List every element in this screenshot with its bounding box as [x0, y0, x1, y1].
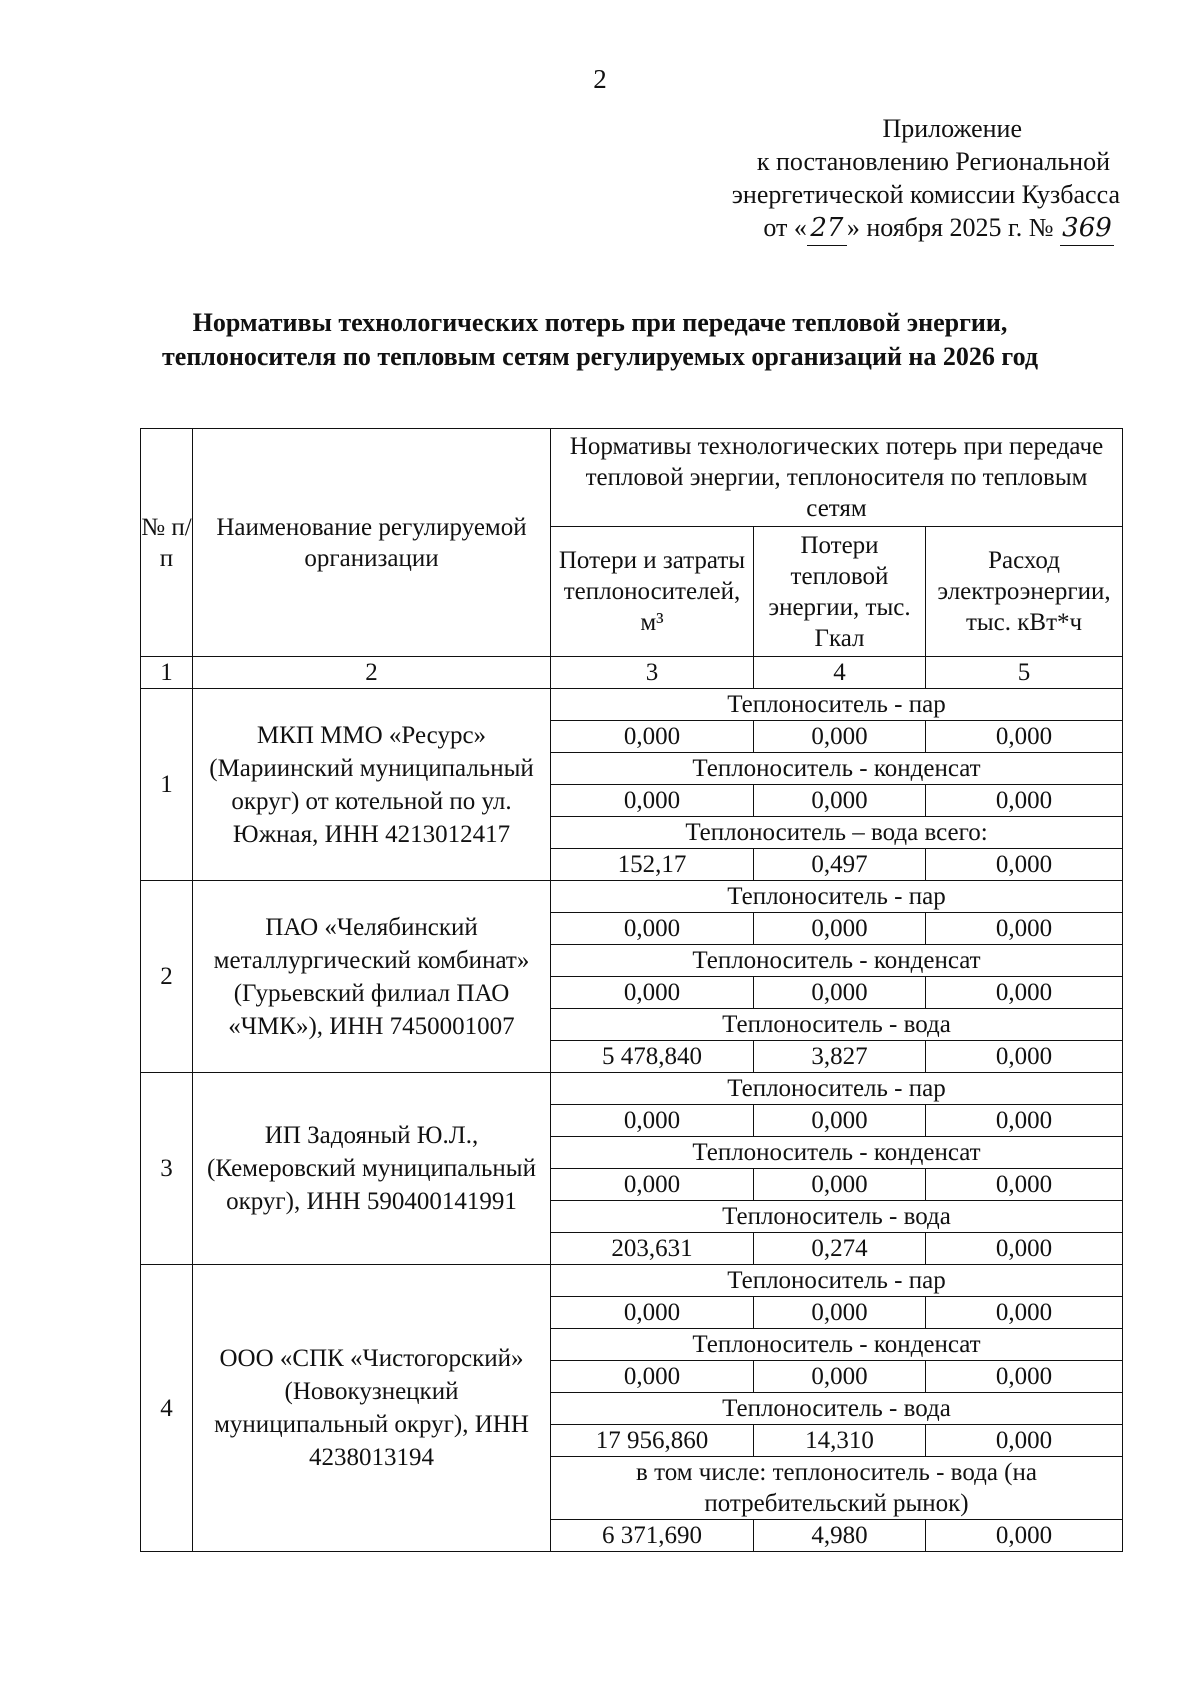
row-number: 4 [141, 1265, 193, 1552]
coolant-section-label: Теплоноситель - пар [551, 1265, 1123, 1297]
norms-table-body [141, 429, 1123, 1552]
title-line-2: теплоносителя по тепловым сетям регулируемых организаций на 2026 год [162, 342, 1038, 371]
header-group: Нормативы технологических потерь при передаче тепловой энергии, теплоносителя по тепловым сетям [551, 429, 1123, 527]
header-num: № п/п [141, 429, 193, 657]
electricity-value: 0,000 [926, 849, 1123, 881]
handwritten-day: 27 [807, 212, 847, 246]
electricity-value: 0,000 [926, 721, 1123, 753]
electricity-value: 0,000 [926, 1425, 1123, 1457]
section-header-row [141, 1073, 1123, 1105]
coolant-section-label: Теплоноситель - конденсат [551, 1137, 1123, 1169]
heat-loss-value: 0,274 [754, 1233, 926, 1265]
organization-name: МКП ММО «Ресурс» (Мариинский муниципальный округ) от котельной по ул. Южная, ИНН 4213012417 [193, 689, 551, 881]
coolant-loss-value: 0,000 [551, 1169, 754, 1201]
column-index: 5 [926, 657, 1123, 689]
heat-loss-value: 3,827 [754, 1041, 926, 1073]
coolant-loss-value: 0,000 [551, 785, 754, 817]
heat-loss-value: 0,000 [754, 785, 926, 817]
column-index: 3 [551, 657, 754, 689]
row-number: 1 [141, 689, 193, 881]
title-line-1: Нормативы технологических потерь при передаче тепловой энергии, [192, 308, 1008, 337]
heat-loss-value: 0,000 [754, 913, 926, 945]
date-middle: » ноября 2025 г. № [846, 213, 1054, 242]
electricity-value: 0,000 [926, 1520, 1123, 1552]
section-header-row [141, 881, 1123, 913]
approval-block [640, 112, 1120, 246]
header-col4: Потери тепловой энергии, тыс. Гкал [754, 527, 926, 657]
electricity-value: 0,000 [926, 913, 1123, 945]
header-row-top [141, 429, 1123, 527]
header-name: Наименование регулируемой организации [193, 429, 551, 657]
coolant-section-label: в том числе: теплоноситель - вода (на потребительский рынок) [551, 1457, 1123, 1520]
organization-name: ПАО «Челябинский металлургический комбинат» (Гурьевский филиал ПАО «ЧМК»), ИНН 7450001007 [193, 881, 551, 1073]
row-number: 2 [141, 881, 193, 1073]
heat-loss-value: 0,000 [754, 977, 926, 1009]
coolant-section-label: Теплоноситель - конденсат [551, 1329, 1123, 1361]
heat-loss-value: 0,000 [754, 721, 926, 753]
date-prefix: от « [763, 213, 807, 242]
page-number: 2 [593, 64, 607, 94]
approval-line-2: к постановлению Региональной [756, 147, 1110, 176]
coolant-section-label: Теплоноситель - конденсат [551, 753, 1123, 785]
electricity-value: 0,000 [926, 1233, 1123, 1265]
organization-name: ИП Задояный Ю.Л., (Кемеровский муниципальный округ), ИНН 590400141991 [193, 1073, 551, 1265]
heat-loss-value: 0,000 [754, 1105, 926, 1137]
document-title [60, 306, 1140, 374]
coolant-loss-value: 0,000 [551, 977, 754, 1009]
approval-line-1: Приложение [882, 114, 1022, 143]
coolant-loss-value: 0,000 [551, 721, 754, 753]
coolant-loss-value: 0,000 [551, 1105, 754, 1137]
section-header-row [141, 689, 1123, 721]
column-index: 4 [754, 657, 926, 689]
coolant-loss-value: 0,000 [551, 913, 754, 945]
electricity-value: 0,000 [926, 1105, 1123, 1137]
coolant-loss-value: 0,000 [551, 1297, 754, 1329]
header-col3: Потери и затраты теплоносителей, м³ [551, 527, 754, 657]
handwritten-number: 369 [1060, 212, 1114, 246]
coolant-section-label: Теплоноситель - вода [551, 1201, 1123, 1233]
coolant-section-label: Теплоноситель - пар [551, 881, 1123, 913]
heat-loss-value: 0,000 [754, 1169, 926, 1201]
coolant-section-label: Теплоноситель - вода [551, 1009, 1123, 1041]
electricity-value: 0,000 [926, 1041, 1123, 1073]
section-header-row [141, 1265, 1123, 1297]
coolant-section-label: Теплоноситель - пар [551, 1073, 1123, 1105]
column-index: 2 [193, 657, 551, 689]
coolant-loss-value: 6 371,690 [551, 1520, 754, 1552]
coolant-section-label: Теплоноситель - пар [551, 689, 1123, 721]
coolant-loss-value: 203,631 [551, 1233, 754, 1265]
coolant-loss-value: 17 956,860 [551, 1425, 754, 1457]
heat-loss-value: 0,497 [754, 849, 926, 881]
row-number: 3 [141, 1073, 193, 1265]
column-index: 1 [141, 657, 193, 689]
electricity-value: 0,000 [926, 1297, 1123, 1329]
electricity-value: 0,000 [926, 977, 1123, 1009]
norms-table [140, 428, 1123, 1552]
organization-name: ООО «СПК «Чистогорский» (Новокузнецкий муниципальный округ), ИНН 4238013194 [193, 1265, 551, 1552]
column-index-row [141, 657, 1123, 689]
heat-loss-value: 0,000 [754, 1297, 926, 1329]
approval-date-line [640, 211, 1120, 246]
electricity-value: 0,000 [926, 1361, 1123, 1393]
electricity-value: 0,000 [926, 1169, 1123, 1201]
header-col5: Расход электроэнергии, тыс. кВт*ч [926, 527, 1123, 657]
coolant-section-label: Теплоноситель - вода [551, 1393, 1123, 1425]
coolant-loss-value: 0,000 [551, 1361, 754, 1393]
coolant-section-label: Теплоноситель – вода всего: [551, 817, 1123, 849]
heat-loss-value: 0,000 [754, 1361, 926, 1393]
coolant-loss-value: 5 478,840 [551, 1041, 754, 1073]
electricity-value: 0,000 [926, 785, 1123, 817]
approval-line-3: энергетической комиссии Кузбасса [731, 180, 1120, 209]
coolant-loss-value: 152,17 [551, 849, 754, 881]
heat-loss-value: 4,980 [754, 1520, 926, 1552]
heat-loss-value: 14,310 [754, 1425, 926, 1457]
coolant-section-label: Теплоноситель - конденсат [551, 945, 1123, 977]
